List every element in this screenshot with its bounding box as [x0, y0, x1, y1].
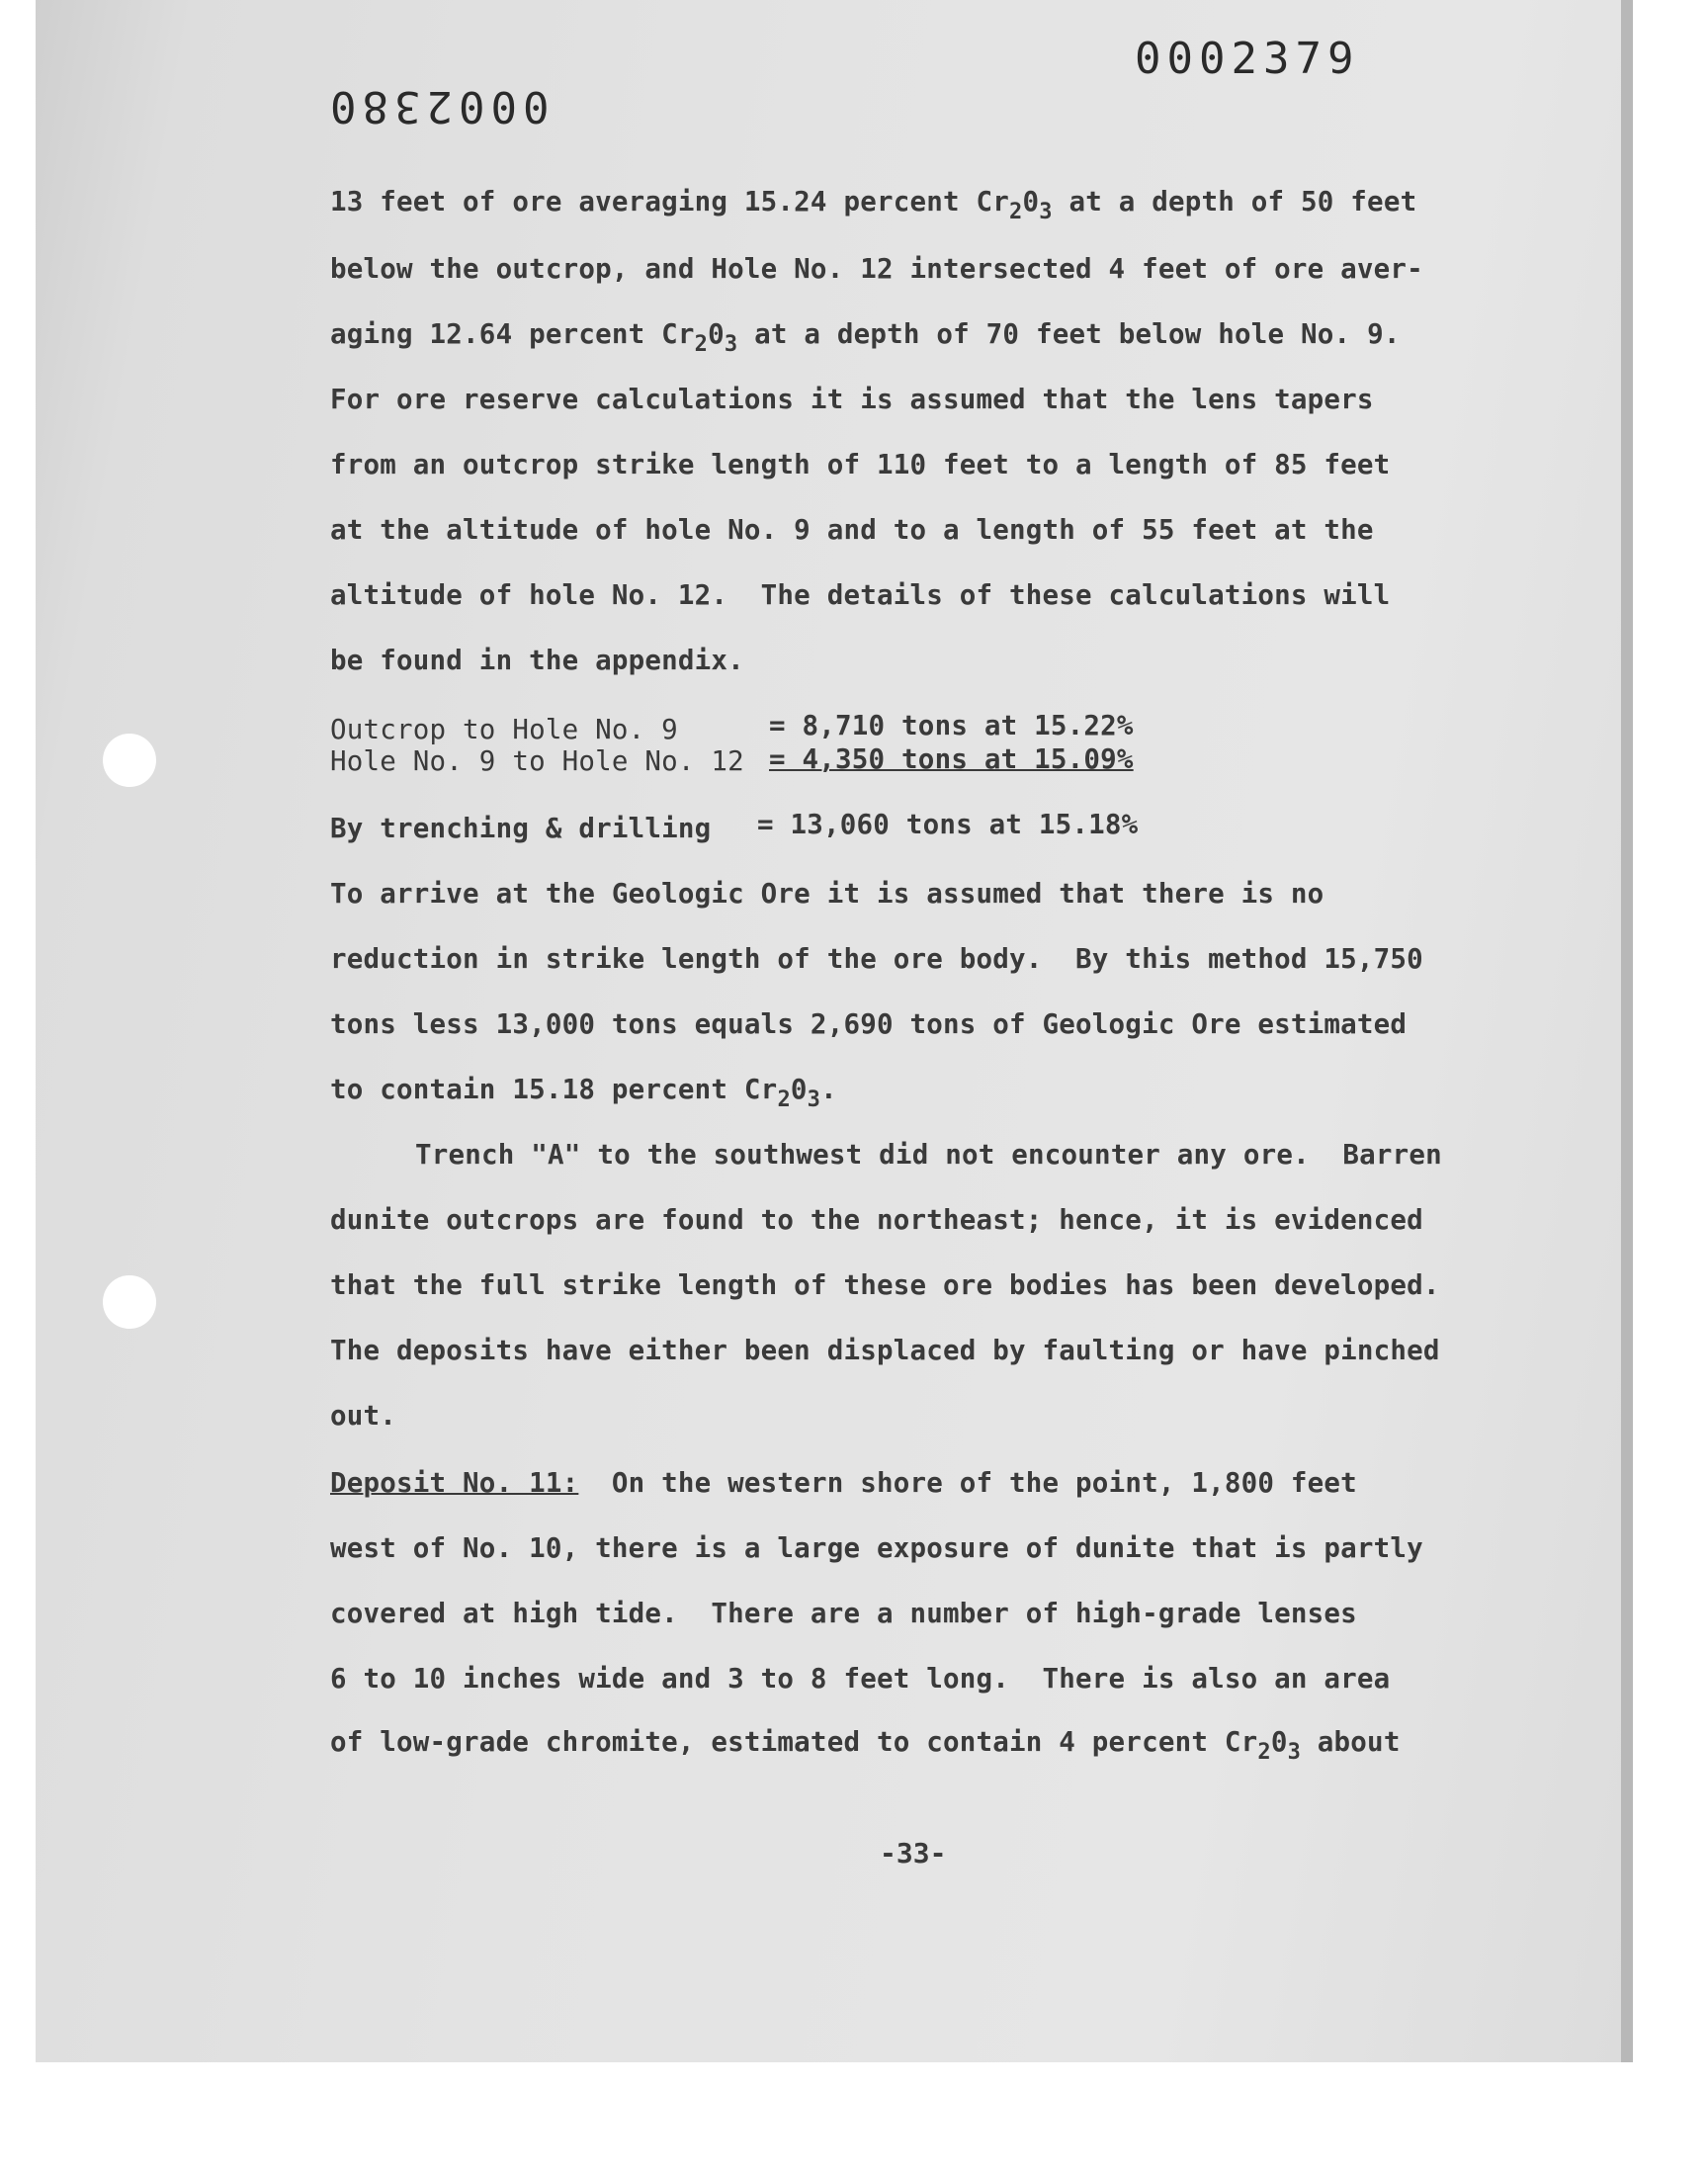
text-line: To arrive at the Geologic Ore it is assumed that there is no — [330, 878, 1324, 910]
calc-row-label: Hole No. 9 to Hole No. 12 — [330, 745, 744, 777]
text-line: that the full strike length of these ore bodies has been developed. — [330, 1269, 1440, 1301]
text-line: below the outcrop, and Hole No. 12 intersected 4 feet of ore aver- — [330, 253, 1423, 285]
calc-row-value: = 8,710 tons at 15.22% — [769, 710, 1134, 741]
text-line: The deposits have either been displaced by faulting or have pinched — [330, 1335, 1440, 1366]
calc-row-label: Outcrop to Hole No. 9 — [330, 714, 678, 745]
text-line: dunite outcrops are found to the northeast; hence, it is evidenced — [330, 1204, 1423, 1236]
text-line: covered at high tide. There are a number of high-grade lenses — [330, 1598, 1357, 1629]
calc-total-label: By trenching & drilling — [330, 813, 712, 844]
calc-row-value: = 4,350 tons at 15.09% — [769, 743, 1134, 775]
text-line: tons less 13,000 tons equals 2,690 tons of Geologic Ore estimated — [330, 1008, 1408, 1040]
text-line: of low-grade chromite, estimated to contain 4 percent $Cr_20_3$ about — [330, 1726, 1401, 1765]
text-line: reduction in strike length of the ore body. By this method 15,750 — [330, 943, 1423, 975]
document-number-stamp: 0002379 — [1135, 34, 1360, 84]
document-number-stamp-inverted: 0002380 — [324, 81, 550, 131]
punch-hole-bottom — [103, 1275, 156, 1329]
text-line: Trench "A" to the southwest did not encounter any ore. Barren — [415, 1139, 1442, 1171]
page-edge-shadow — [1621, 0, 1633, 2062]
text-line: to contain 15.18 percent $Cr_20_3$. — [330, 1074, 837, 1112]
punch-hole-top — [103, 734, 156, 787]
text-line: 13 feet of ore averaging 15.24 percent $Cr_20_3$ at a depth of 50 feet — [330, 186, 1417, 224]
text-line: west of No. 10, there is a large exposure of dunite that is partly — [330, 1532, 1423, 1564]
calc-total-value: = 13,060 tons at 15.18% — [757, 809, 1139, 840]
section-heading: Deposit No. 11: — [330, 1467, 579, 1499]
text-line: aging 12.64 percent $Cr_20_3$ at a depth of 70 feet below hole No. 9. — [330, 318, 1401, 357]
text-line: Deposit No. 11: On the western shore of the point, 1,800 feet — [330, 1467, 1357, 1499]
text-line: at the altitude of hole No. 9 and to a length of 55 feet at the — [330, 514, 1374, 546]
text-line: altitude of hole No. 12. The details of these calculations will — [330, 579, 1391, 611]
page-number: -33- — [880, 1837, 947, 1870]
text-line: from an outcrop strike length of 110 feet to a length of 85 feet — [330, 449, 1391, 480]
text-line: be found in the appendix. — [330, 645, 744, 676]
text-line: 6 to 10 inches wide and 3 to 8 feet long. There is also an area — [330, 1663, 1391, 1695]
text-line: For ore reserve calculations it is assumed that the lens tapers — [330, 384, 1374, 415]
text-line: out. — [330, 1400, 397, 1432]
